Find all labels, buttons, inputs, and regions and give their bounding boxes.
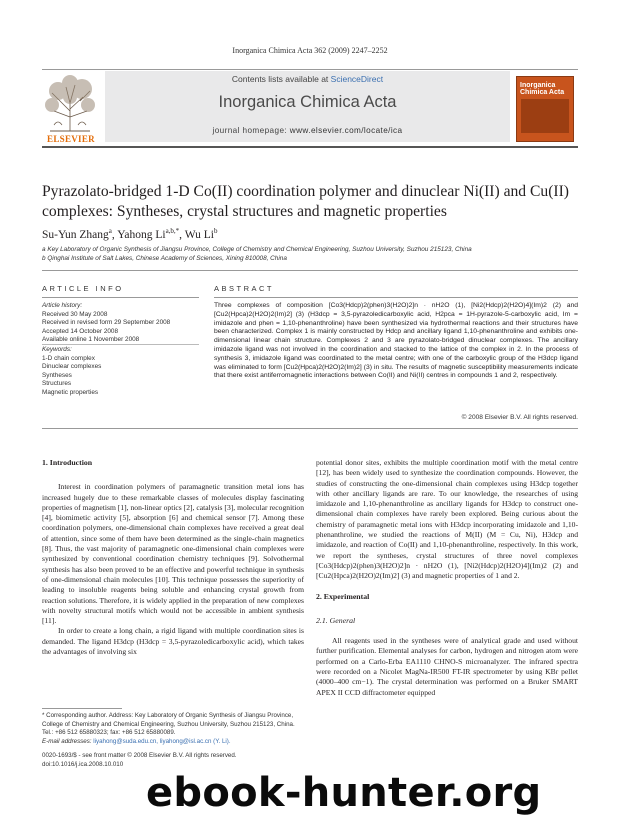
intro-continuation: potential donor sites, exhibits the multiple coordination motif with the metal centre [12], has been widely used to synthesize the coordination compounds. However, the studies of constructing the one-dimensional chain complexes using H3dcp together with other ancillary ligands are rare. To our knowledge, the researches of using imidazole and 1,10-phenanthroline as ancillary ligands for H3dcp to construct one-dimensional chain complexes have rarely been explored. Being curious about the chemistry of paramagnetic metal ions with H3dcp incorporating imidazole and 1,10-phenanthroline, we studied the reactions of M(II) (M = Cu, Ni), H3dcp and imidazole, and reaction of Co(II) and 1,10-phenanthroline, respectively. In this work, we report the syntheses, crystal structures of three novel complexes [Co3(Hdcp)2(phen)3(H2O)2]n · nH2O (1), [Ni2(Hdcp)2(H2O)4](Im)2 (2) and [Cu2(Hpca)2(H2O)2(Im)2] (3) and magnetic properties of 1 and 2. — [316, 458, 578, 581]
article-info-heading: ARTICLE INFO — [42, 284, 124, 293]
history-revised: Received in revised form 29 September 2008 — [42, 319, 171, 327]
contents-prefix: Contents lists available at — [231, 74, 331, 84]
section-divider — [42, 270, 578, 271]
history-accepted: Accepted 14 October 2008 — [42, 327, 119, 335]
email-links[interactable]: liyahong@suda.edu.cn, liyahong@isl.ac.cn (Y. Li). — [93, 737, 231, 745]
keyword-item: Magnetic properties — [42, 388, 99, 396]
section-heading-introduction: 1. Introduction — [42, 458, 93, 467]
header-bottom-rule — [42, 146, 578, 148]
front-matter-info — [42, 752, 304, 769]
cover-title: Inorganica Chimica Acta — [520, 82, 565, 96]
keyword-item: 1-D chain complex — [42, 354, 95, 362]
history-label: Article history: — [42, 302, 83, 309]
keywords-rule — [42, 344, 199, 345]
journal-name: Inorganica Chimica Acta — [218, 93, 397, 111]
intro-paragraph-1: Interest in coordination polymers of paramagnetic transition metal ions has increased hugely due to these remarkable classes of molecules display fascinating properties of magnetism [1], non-linear optics [2], catalysis [3], molecular recognition [4], biomimetic activity [5], absorption [6] and chemical sensor [7]. Among these coordination polymers, one-dimensional chain complexes have received a great deal of attention, since some of them have been determined as the single-chain magnetics [8]. Thus, the vast majority of paramagnetic one-dimensional chain complexes were synthesized by conventional coordination chemistry techniques [9]. Solvothermal synthesis has also been proved to be an effective and powerful technique in synthesis of one-dimensional chain molecules [10]. This technique possesses the superiority of leading to insoluble reagents being soluble and enhancing crystal growth from reaction solutions. Therefore, it is widely applied in the preparation of new complexes with novelty structural motifs which would not be accessible in ambient synthesis [11]. — [42, 482, 304, 626]
contents-line — [105, 74, 510, 84]
affiliations — [42, 245, 582, 263]
cover-image-block — [521, 99, 569, 133]
article-title: Pyrazolato-bridged 1-D Co(II) coordination polymer and dinuclear Ni(II) and Cu(II) complexes: Syntheses, crystal structures and magnetic properties — [42, 183, 569, 220]
watermark-text: ebook-hunter.org — [146, 770, 542, 816]
abstract-copyright: © 2008 Elsevier B.V. All rights reserved. — [461, 414, 578, 421]
keywords-label: Keywords: — [42, 346, 72, 353]
author-affiliation-mark: b — [213, 227, 218, 235]
sciencedirect-link[interactable]: ScienceDirect — [330, 74, 384, 84]
keyword-item: Dinuclear complexes — [42, 363, 102, 371]
intro-paragraph-2: In order to create a long chain, a rigid ligand with multiple coordination sites is demanded. The ligand H3dcp (H3dcp = 3,5-pyrazoledicarboxylic acid), which takes the advantages of involving six — [42, 626, 304, 657]
article-info-rule — [42, 297, 199, 298]
body-left-column — [42, 458, 304, 657]
keywords — [42, 346, 202, 398]
history-received: Received 30 May 2008 — [42, 310, 108, 318]
header-top-rule — [42, 69, 578, 70]
article-history — [42, 302, 202, 345]
homepage-link[interactable]: www.elsevier.com/locate/ica — [289, 126, 403, 135]
journal-homepage — [105, 126, 510, 135]
author-name[interactable]: Yahong Li — [117, 228, 166, 241]
abstract-end-rule — [42, 428, 578, 429]
author-name[interactable]: Wu Li — [184, 228, 214, 241]
subsection-heading-general: 2.1. General — [316, 615, 356, 625]
journal-reference: Inorganica Chimica Acta 362 (2009) 2247–2252 — [232, 46, 388, 55]
elsevier-tree-logo — [40, 73, 100, 141]
history-online: Available online 1 November 2008 — [42, 336, 140, 344]
affiliation-b: b Qinghai Institute of Salt Lakes, Chinese Academy of Sciences, Xining 810008, China — [42, 255, 287, 262]
author-list: Su-Yun Zhang$^a$, Yahong $Li^{a,b,*}$, Wu Li$^b$ — [42, 227, 218, 241]
body-right-column — [316, 458, 578, 698]
doi-line[interactable]: doi:10.1016/j.ica.2008.10.010 — [42, 760, 124, 768]
author-affiliation-mark: a,b,* — [165, 227, 180, 235]
corresponding-author-footnote — [42, 712, 304, 746]
footnote-rule — [42, 708, 122, 709]
general-paragraph: All reagents used in the syntheses were of analytical grade and used without further purification. Elemental analyses for carbon, hydrogen and nitrogen atom were performed on a Carlo-Erba EA1110 CHNO-S microanalyzer. The infrared spectra were recorded on a Nicolet MagNa-IR500 FT-IR spectrometer by using KBr pellet (4000–400 cm−1). The crystal determination was performed on a Bruker SMART APEX II CCD diffractometer equipped — [316, 636, 578, 697]
journal-cover-thumbnail[interactable] — [516, 76, 574, 142]
keyword-item: Structures — [42, 380, 72, 388]
homepage-prefix: journal homepage: — [212, 126, 290, 135]
abstract-text: Three complexes of composition [Co3(Hdcp)2(phen)3(H2O)2]n · nH2O (1), [Ni2(Hdcp)2(H2O)4](Im)2 (2) and [Cu2(Hpca)2(H2O)2(Im)2] (3) (H3dcp = 3,5-pyrazoledicarboxylic acid, H2pca = 1H-pyrazole-5-carboxylic acid, Im = imidazole and phen = 1,10-phenanthroline) have been synthesized via hydrothermal reactions and their structures have been characterized. Complex 1 is mainly constructed by Hdcp and ancillary ligand 1,10-phenanthroline and exhibits one-dimensional linear chain structure. Complexes 2 and 3 are pyrazolato-bridged dinuclear complexes. The ancillary imidazole ligand was not involved in the coordination and stacked to the lattice of the complex in 2. In the process of synthesis 3, imidazole ligand was coordinated to the metal centre; with one of the carboxylic group of the H3dcp ligand was eliminated to form [Cu2(Hpca)2(H2O)2(Im)2] (3) in situ. The results of magnetic susceptibility measurements indicate that there exist antiferromagnetic interactions between Co(II) and Ni(II) centres in compounds 1 and 2, respectively. — [214, 302, 578, 380]
email-label: E-mail addresses: — [42, 737, 92, 745]
author-affiliation-mark: a — [108, 227, 112, 235]
publisher-logo-text: ELSEVIER — [47, 134, 95, 144]
issn-line: 0020-1693/$ - see front matter © 2008 Elsevier B.V. All rights reserved. — [42, 752, 237, 759]
abstract-rule — [214, 297, 578, 298]
keyword-item: Syntheses — [42, 371, 72, 379]
section-heading-experimental: 2. Experimental — [316, 591, 370, 601]
spacer — [316, 582, 578, 592]
abstract-heading: ABSTRACT — [214, 284, 275, 293]
affiliation-a: a Key Laboratory of Organic Synthesis of Jiangsu Province, College of Chemistry and Chemical Engineering, Suzhou University, Suzhou 215123, China — [42, 246, 472, 253]
author-name[interactable]: Su-Yun Zhang — [42, 228, 109, 241]
footnote-text: * Corresponding author. Address: Key Laboratory of Organic Synthesis of Jiangsu Province, College of Chemistry and Chemical Engineering, Suzhou University, Suzhou 215123, China. Tel.: +86 512 65880323; fax: +86 512 65880089. — [42, 712, 295, 736]
